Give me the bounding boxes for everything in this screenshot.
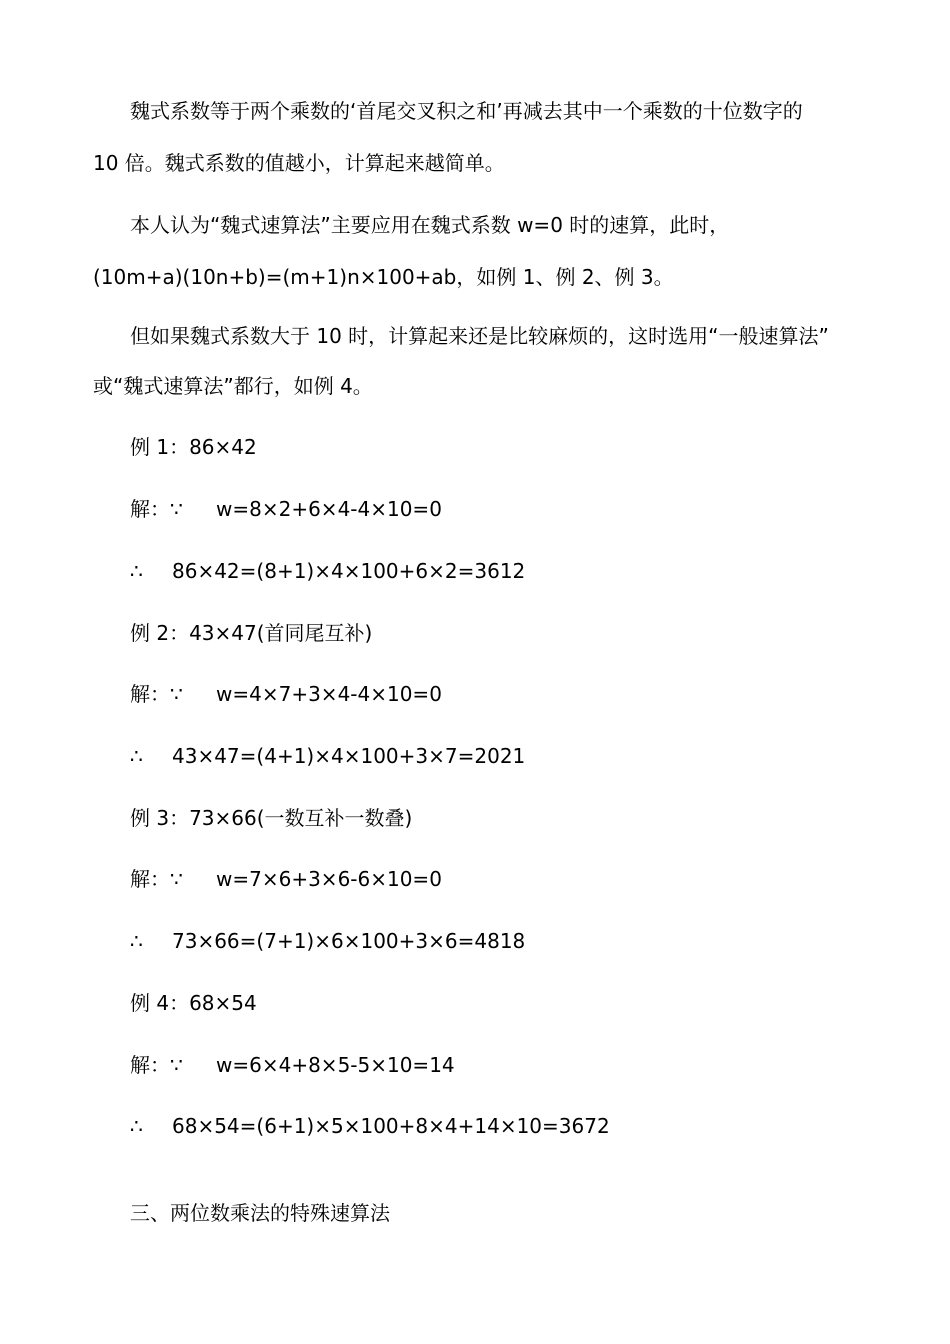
- because-label: 解：∵: [130, 867, 183, 891]
- because-label: 解：∵: [130, 497, 183, 521]
- paragraph-1-line-2: 10 倍。魏式系数的值越小，计算起来越简单。: [93, 151, 505, 175]
- example-3-formula: w=7×6+3×6-6×10=0: [216, 867, 442, 891]
- therefore-symbol: ∴: [130, 559, 143, 583]
- therefore-symbol: ∴: [130, 744, 143, 768]
- paragraph-2-line-2: (10m+a)(10n+b)=(m+1)n×100+ab，如例 1、例 2、例 3。: [93, 265, 674, 289]
- because-label: 解：∵: [130, 682, 183, 706]
- example-3-title: 例 3：73×66(一数互补一数叠): [130, 806, 413, 830]
- example-4-solution: [130, 1051, 455, 1079]
- because-label: 解：∵: [130, 1053, 183, 1077]
- example-2-title: 例 2：43×47(首同尾互补): [130, 621, 373, 645]
- section-heading: 三、两位数乘法的特殊速算法: [130, 1201, 390, 1225]
- paragraph-3-line-1: 但如果魏式系数大于 10 时，计算起来还是比较麻烦的，这时选用“一般速算法”: [130, 324, 829, 348]
- therefore-symbol: ∴: [130, 1114, 143, 1138]
- example-3-result-formula: 73×66=(7+1)×6×100+3×6=4818: [172, 929, 526, 953]
- therefore-symbol: ∴: [130, 929, 143, 953]
- example-4-title: 例 4：68×54: [130, 991, 257, 1015]
- example-1-result: [130, 557, 525, 585]
- example-3-result: [130, 927, 525, 955]
- example-2-formula: w=4×7+3×4-4×10=0: [216, 682, 442, 706]
- example-4-formula: w=6×4+8×5-5×10=14: [216, 1053, 455, 1077]
- paragraph-2-line-1: 本人认为“魏式速算法”主要应用在魏式系数 w=0 时的速算，此时，: [130, 213, 730, 237]
- example-3-solution: [130, 865, 442, 893]
- example-4-result-formula: 68×54=(6+1)×5×100+8×4+14×10=3672: [172, 1114, 610, 1138]
- example-2-solution: [130, 680, 442, 708]
- example-1-formula: w=8×2+6×4-4×10=0: [216, 497, 442, 521]
- example-1-result-formula: 86×42=(8+1)×4×100+6×2=3612: [172, 559, 526, 583]
- example-1-solution: [130, 495, 442, 523]
- example-2-result-formula: 43×47=(4+1)×4×100+3×7=2021: [172, 744, 526, 768]
- paragraph-1-line-1: 魏式系数等于两个乘数的‘首尾交叉积之和’再减去其中一个乘数的十位数字的: [130, 99, 803, 123]
- example-1-title: 例 1：86×42: [130, 435, 257, 459]
- example-2-result: [130, 742, 525, 770]
- example-4-result: [130, 1112, 610, 1140]
- paragraph-3-line-2: 或“魏式速算法”都行，如例 4。: [93, 374, 373, 398]
